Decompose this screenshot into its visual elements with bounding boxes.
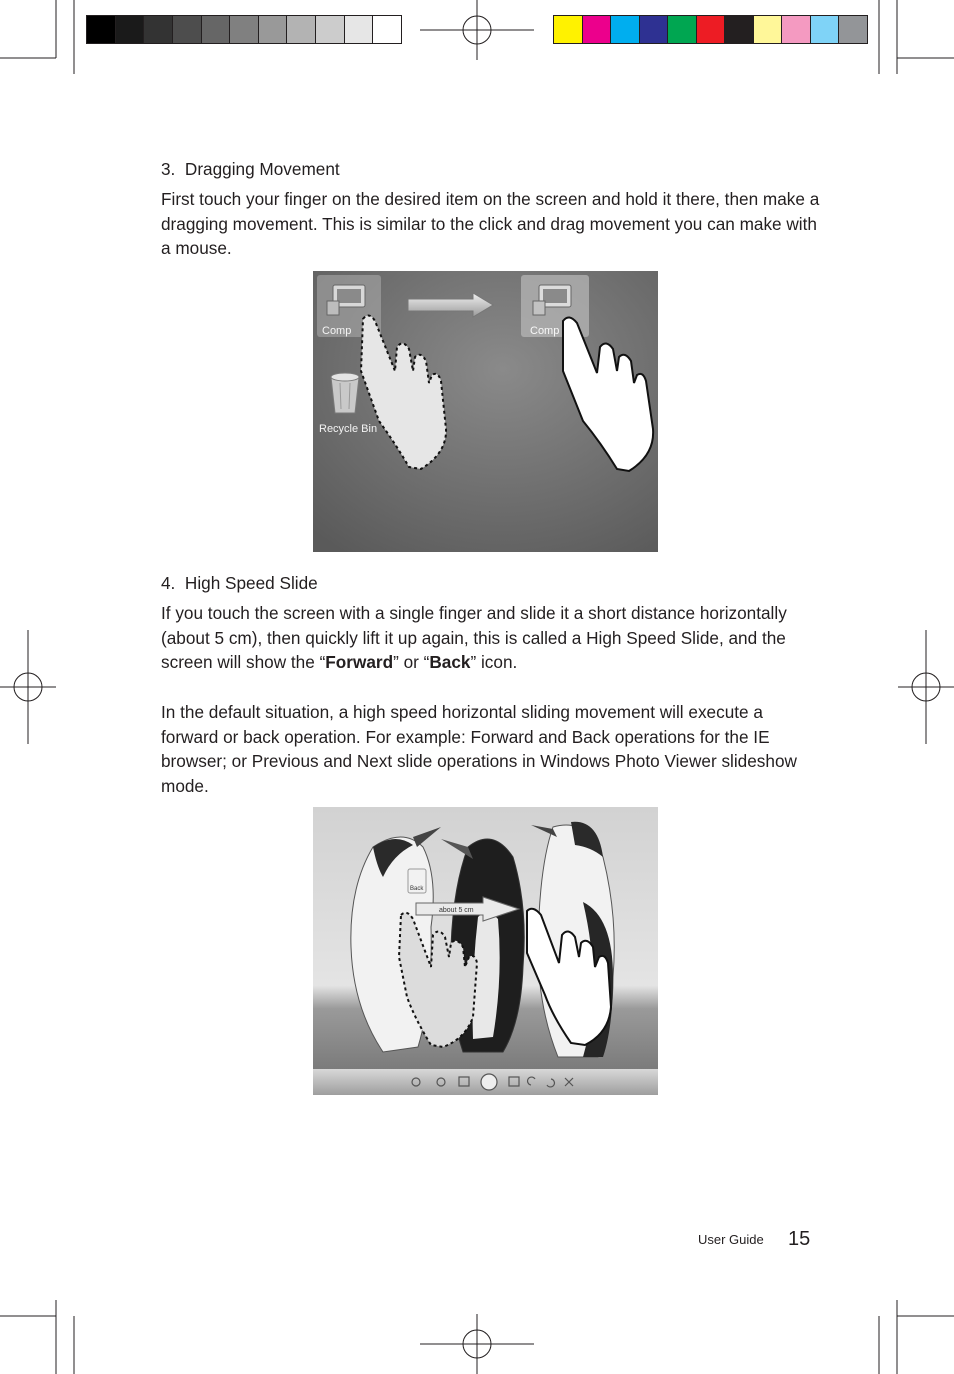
body-text: ” icon. [470, 652, 518, 672]
section-3-heading [161, 157, 340, 182]
section-3-body: First touch your finger on the desired item on the screen and hold it there, then make a dragging movement. This is similar to the click and drag movement you can make with a mouse. [161, 189, 820, 258]
back-keyword: Back [429, 652, 471, 672]
section-4-body-2: In the default situation, a high speed horizontal sliding movement will execute a forward or back operation. For example: Forward and Back operations for the IE browser; or Previous and Next slide operations in Windows Photo Viewer slideshow mode. [161, 702, 797, 796]
slide-illustration [313, 807, 658, 1095]
section-4-body [161, 601, 821, 675]
recycle-bin-icon [331, 373, 359, 413]
icon-label: Comp [322, 325, 352, 337]
icon-label: Comp [530, 325, 560, 337]
page-number: 15 [788, 1228, 811, 1250]
section-number: 4. [161, 573, 176, 593]
back-label: Back [410, 886, 424, 892]
registration-mark [898, 630, 954, 744]
section-title: Dragging Movement [184, 159, 340, 179]
recycle-bin-label: Recycle Bin [319, 423, 378, 435]
slideshow-button [481, 1074, 497, 1090]
body-text: If you touch the screen with a single finger and slide it a short distance horizontally (about 5 cm), then quickly lift it up again, this is called a High Speed Slide, and the screen will show the “ [161, 603, 787, 672]
section-4-heading [161, 571, 318, 596]
dragging-figure [313, 271, 658, 552]
dragging-illustration [313, 271, 658, 552]
body-text: ” or “ [393, 652, 430, 672]
forward-keyword: Forward [325, 652, 394, 672]
section-number: 3. [161, 159, 176, 179]
registration-mark [420, 0, 534, 60]
distance-label: about 5 cm [439, 907, 474, 914]
registration-mark [420, 1314, 534, 1374]
slide-figure [313, 807, 658, 1095]
section-title: High Speed Slide [184, 573, 318, 593]
footer-label: User Guide [698, 1232, 764, 1247]
registration-mark [0, 630, 56, 744]
